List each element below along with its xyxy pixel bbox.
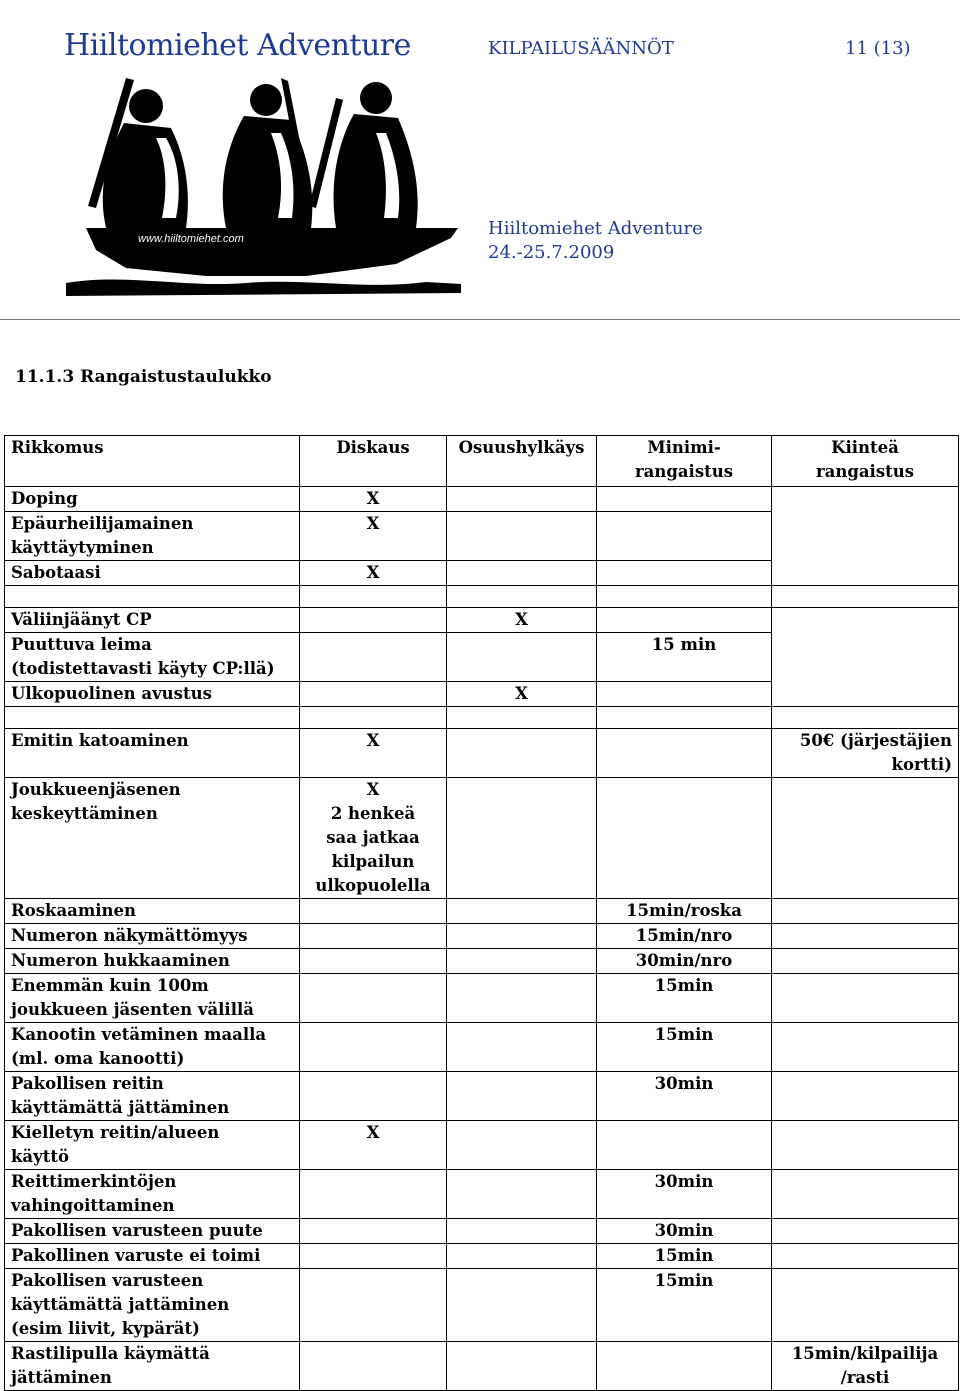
empty-cell — [597, 682, 772, 707]
empty-cell — [447, 1072, 597, 1121]
table-row — [5, 1170, 959, 1219]
row-label-line2: joukkueen jäsenten välillä — [11, 1000, 254, 1019]
event-dates: 24.-25.7.2009 — [488, 242, 615, 263]
header-kiintea-line2: rangaistus — [815, 462, 915, 481]
empty-cell — [300, 1170, 447, 1219]
empty-cell — [447, 1219, 597, 1244]
empty-cell — [300, 608, 447, 633]
empty-cell — [447, 778, 597, 899]
empty-cell — [447, 487, 597, 512]
header-kiintea-line1: Kiinteä — [831, 438, 899, 457]
empty-cell — [772, 1244, 959, 1269]
page-number: 11 (13) — [845, 38, 911, 59]
logo-image — [66, 78, 461, 298]
empty-cell — [447, 1269, 597, 1342]
empty-cell — [447, 729, 597, 778]
row-label-line1: Pakollisen reitin — [11, 1074, 164, 1093]
table-row — [5, 949, 959, 974]
table-row — [5, 608, 959, 633]
empty-cell — [597, 778, 772, 899]
diskaus-cell: X — [300, 487, 447, 512]
table-row — [5, 1121, 959, 1170]
header-title: Hiiltomiehet Adventure — [64, 28, 411, 63]
empty-cell — [300, 974, 447, 1023]
table-row — [5, 1023, 959, 1072]
row-label-line1: Pakollisen varusteen — [11, 1271, 204, 1290]
diskaus-line5: ulkopuolella — [315, 876, 431, 895]
row-label — [5, 512, 300, 561]
table-row — [5, 924, 959, 949]
table-row — [5, 1269, 959, 1342]
row-label-line1: Kanootin vetäminen maalla — [11, 1025, 267, 1044]
diskaus-cell — [300, 778, 447, 899]
minimi-cell: 15 min — [597, 633, 772, 682]
row-label: Numeron hukkaaminen — [5, 949, 300, 974]
header-minimi-line1: Minimi- — [647, 438, 721, 457]
table-row — [5, 1342, 959, 1391]
row-label: Numeron näkymättömyys — [5, 924, 300, 949]
spacer-row — [5, 707, 959, 729]
empty-cell — [772, 899, 959, 924]
empty-cell — [447, 899, 597, 924]
row-label-line2: jättäminen — [11, 1368, 112, 1387]
empty-cell — [772, 1023, 959, 1072]
empty-cell — [772, 1269, 959, 1342]
minimi-cell: 30min — [597, 1072, 772, 1121]
empty-cell — [300, 1342, 447, 1391]
empty-cell — [597, 729, 772, 778]
diskaus-cell: X — [300, 1121, 447, 1170]
header-rikkomus: Rikkomus — [5, 436, 300, 487]
row-label-line2: käyttämättä jättäminen — [11, 1098, 230, 1117]
diskaus-line1: X — [366, 780, 380, 799]
row-label-line1: Reittimerkintöjen — [11, 1172, 177, 1191]
row-label-line2: (todistettavasti käyty CP:llä) — [11, 659, 275, 678]
row-label: Ulkopuolinen avustus — [5, 682, 300, 707]
penalty-table — [4, 435, 959, 1391]
empty-cell — [300, 949, 447, 974]
table-row — [5, 899, 959, 924]
minimi-cell: 15min — [597, 1269, 772, 1342]
empty-cell — [597, 487, 772, 512]
row-label-line1: Epäurheilijamainen — [11, 514, 194, 533]
empty-cell — [447, 512, 597, 561]
empty-cell — [300, 1219, 447, 1244]
table-header-row — [5, 436, 959, 487]
row-label-line1: Rastilipulla käymättä — [11, 1344, 210, 1363]
diskaus-line2: 2 henkeä — [330, 804, 416, 823]
empty-cell — [772, 974, 959, 1023]
header-osuushylkays: Osuushylkäys — [447, 436, 597, 487]
minimi-cell: 15min — [597, 1244, 772, 1269]
spacer-row — [5, 586, 959, 608]
header-diskaus: Diskaus — [300, 436, 447, 487]
empty-cell — [447, 633, 597, 682]
row-label-line2: käyttäytyminen — [11, 538, 154, 557]
empty-cell — [447, 1170, 597, 1219]
row-label: Doping — [5, 487, 300, 512]
table-row — [5, 487, 959, 512]
row-label — [5, 778, 300, 899]
empty-cell — [772, 949, 959, 974]
section-heading: 11.1.3 Rangaistustaulukko — [15, 367, 272, 387]
empty-cell — [300, 1244, 447, 1269]
row-label — [5, 1342, 300, 1391]
empty-cell — [597, 512, 772, 561]
empty-cell — [447, 561, 597, 586]
empty-cell — [300, 899, 447, 924]
empty-cell — [772, 1121, 959, 1170]
empty-cell — [772, 778, 959, 899]
empty-cell — [597, 608, 772, 633]
empty-cell — [447, 949, 597, 974]
kiintea-line1: 15min/kilpailija — [791, 1344, 939, 1363]
minimi-cell: 30min/nro — [597, 949, 772, 974]
empty-cell — [300, 633, 447, 682]
osuushylkays-cell: X — [447, 608, 597, 633]
minimi-cell: 15min/roska — [597, 899, 772, 924]
row-label — [5, 974, 300, 1023]
row-label: Sabotaasi — [5, 561, 300, 586]
diskaus-line4: kilpailun — [331, 852, 415, 871]
row-label — [5, 1170, 300, 1219]
minimi-cell: 15min — [597, 974, 772, 1023]
diskaus-cell: X — [300, 561, 447, 586]
empty-cell — [772, 1072, 959, 1121]
logo-url: www.hiiltomiehet.com — [138, 233, 244, 245]
table-row — [5, 1072, 959, 1121]
table-row — [5, 1219, 959, 1244]
row-label-line2: (ml. oma kanootti) — [11, 1049, 185, 1068]
row-label: Pakollinen varuste ei toimi — [5, 1244, 300, 1269]
row-label: Väliinjäänyt CP — [5, 608, 300, 633]
empty-cell — [597, 1342, 772, 1391]
diskaus-cell: X — [300, 729, 447, 778]
row-label: Roskaaminen — [5, 899, 300, 924]
row-label-line1: Joukkueenjäsenen — [11, 780, 181, 799]
row-label-line2: vahingoittaminen — [11, 1196, 175, 1215]
row-label-line1: Kielletyn reitin/alueen — [11, 1123, 220, 1142]
document-name: KILPAILUSÄÄNNÖT — [488, 38, 674, 59]
empty-cell — [300, 1269, 447, 1342]
osuushylkays-cell: X — [447, 682, 597, 707]
row-label: Emitin katoaminen — [5, 729, 300, 778]
empty-cell — [772, 608, 959, 707]
empty-cell — [447, 974, 597, 1023]
kiintea-line2: kortti) — [891, 755, 952, 774]
empty-cell — [772, 924, 959, 949]
empty-cell — [447, 1342, 597, 1391]
row-label: Pakollisen varusteen puute — [5, 1219, 300, 1244]
header-minimi-line2: rangaistus — [634, 462, 734, 481]
empty-cell — [447, 1121, 597, 1170]
row-label-line1: Enemmän kuin 100m — [11, 976, 209, 995]
header-minimirangaistus — [597, 436, 772, 487]
row-label — [5, 1072, 300, 1121]
kiintea-line2: /rasti — [840, 1368, 890, 1387]
row-label — [5, 1269, 300, 1342]
row-label-line2: keskeyttäminen — [11, 804, 158, 823]
empty-cell — [300, 924, 447, 949]
row-label — [5, 1023, 300, 1072]
minimi-cell: 15min — [597, 1023, 772, 1072]
minimi-cell: 30min — [597, 1219, 772, 1244]
table-row — [5, 778, 959, 899]
minimi-cell: 15min/nro — [597, 924, 772, 949]
empty-cell — [447, 924, 597, 949]
row-label-line1: Puuttuva leima — [11, 635, 152, 654]
empty-cell — [772, 1219, 959, 1244]
row-label-line3: (esim liivit, kypärät) — [11, 1319, 200, 1338]
table-row — [5, 729, 959, 778]
kiintea-line1: 50€ (järjestäjien — [799, 731, 952, 750]
empty-cell — [772, 487, 959, 586]
row-label — [5, 633, 300, 682]
event-name: Hiiltomiehet Adventure — [488, 218, 703, 239]
empty-cell — [447, 1244, 597, 1269]
table-row — [5, 1244, 959, 1269]
empty-cell — [300, 1072, 447, 1121]
empty-cell — [300, 682, 447, 707]
minimi-cell: 30min — [597, 1170, 772, 1219]
table-row — [5, 974, 959, 1023]
diskaus-cell: X — [300, 512, 447, 561]
kiintea-cell — [772, 729, 959, 778]
kiintea-cell — [772, 1342, 959, 1391]
header-kiintea-rangaistus — [772, 436, 959, 487]
row-label-line2: käyttämättä jattäminen — [11, 1295, 230, 1314]
diskaus-line3: saa jatkaa — [326, 828, 420, 847]
empty-cell — [597, 561, 772, 586]
empty-cell — [597, 1121, 772, 1170]
row-label-line2: käyttö — [11, 1147, 69, 1166]
empty-cell — [772, 1170, 959, 1219]
header-divider — [0, 319, 960, 320]
empty-cell — [447, 1023, 597, 1072]
row-label — [5, 1121, 300, 1170]
empty-cell — [300, 1023, 447, 1072]
